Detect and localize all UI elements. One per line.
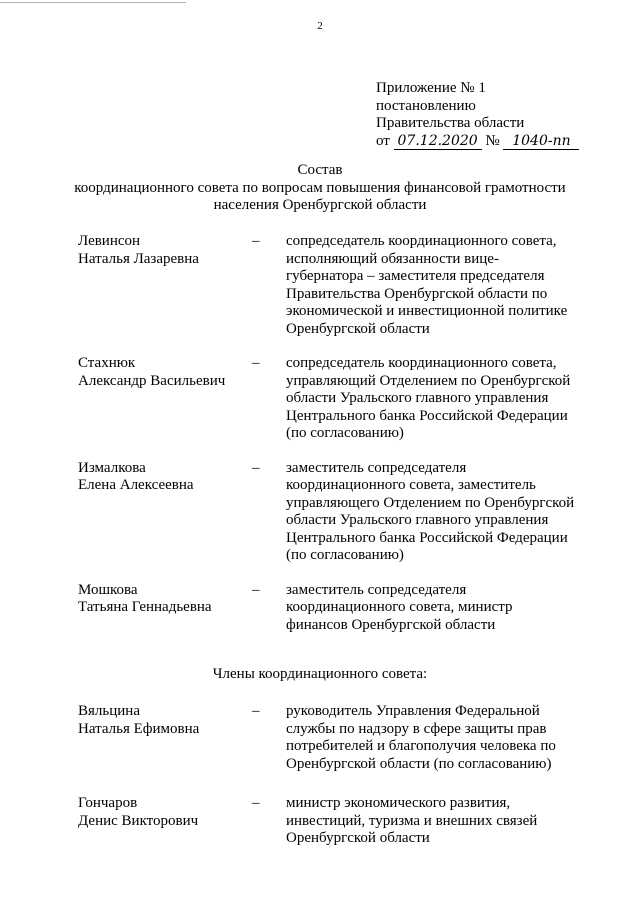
member-surname: Измалкова [78, 459, 146, 476]
member-entry [78, 233, 578, 338]
appendix-line-2: постановлению [376, 97, 476, 114]
member-dash: – [252, 703, 260, 719]
member-entry [78, 582, 578, 635]
member-entry [78, 703, 578, 773]
member-role: заместитель сопредседателя координационного совета, заместитель управляющего Отделением по Оренбургской области Уральского главного управления Центрального банка Российской Федерации (по согласованию) [286, 459, 575, 563]
member-name [78, 582, 252, 635]
member-role: сопредседатель координационного совета, управляющий Отделением по Оренбургской области Уральского главного управления Центрального банка Российской Федерации (по согласованию) [286, 355, 571, 441]
appendix-date-line [376, 133, 579, 151]
member-entry [78, 355, 578, 443]
member-given-names: Наталья Ефимовна [78, 720, 200, 737]
member-dash: – [252, 233, 260, 249]
number-prefix: № [485, 132, 500, 149]
member-surname: Стахнюк [78, 355, 136, 371]
member-role: заместитель сопредседателя координационного совета, министр финансов Оренбургской области [286, 581, 513, 633]
member-given-names: Татьяна Геннадьевна [78, 599, 212, 615]
member-given-names: Наталья Лазаревна [78, 250, 199, 267]
member-dash: – [252, 459, 260, 476]
handwritten-number: 1040-пп [503, 134, 579, 150]
member-surname: Мошкова [78, 581, 138, 598]
members-list [78, 703, 578, 865]
member-name [78, 703, 252, 773]
title-line-1: Состав [297, 162, 343, 178]
appendix-line-3: Правительства области [376, 115, 525, 131]
page-number: 2 [317, 20, 323, 32]
handwritten-date: 07.12.2020 [394, 134, 482, 150]
member-surname: Вяльцина [78, 703, 140, 719]
member-given-names: Александр Васильевич [78, 372, 226, 389]
member-role: руководитель Управления Федеральной службы по надзору в сфере защиты прав потребителей и благополучия человека по Оренбургской области (по согласованию) [286, 703, 556, 772]
member-role: сопредседатель координационного совета, исполняющий обязанности вице-губернатора – заместителя председателя Правительства Оренбургской области по экономической и инвестиционной политике Оренбургской области [286, 233, 568, 337]
date-prefix: от [376, 132, 390, 149]
member-dash: – [252, 581, 260, 598]
member-name [78, 795, 252, 848]
member-entry [78, 795, 578, 848]
appendix-title: Приложение № 1 [376, 80, 486, 96]
member-name [78, 233, 252, 338]
title-line-2: координационного совета по вопросам повышения финансовой грамотности [74, 179, 566, 196]
member-name [78, 460, 252, 565]
appendix-block [376, 80, 579, 150]
title-line-3: населения Оренбургской области [213, 197, 427, 213]
members-heading: Члены координационного совета: [212, 666, 428, 682]
member-given-names: Елена Алексеевна [78, 477, 194, 493]
member-role: министр экономического развития, инвестиций, туризма и внешних связей Оренбургской области [286, 795, 538, 846]
document-title [0, 162, 640, 215]
member-entry [78, 460, 578, 565]
chairs-list [78, 233, 578, 651]
member-given-names: Денис Викторович [78, 812, 199, 829]
member-dash: – [252, 355, 260, 371]
member-surname: Левинсон [78, 233, 141, 249]
member-dash: – [252, 795, 260, 811]
header-rule [0, 2, 186, 3]
member-name [78, 355, 252, 443]
member-surname: Гончаров [78, 795, 138, 811]
